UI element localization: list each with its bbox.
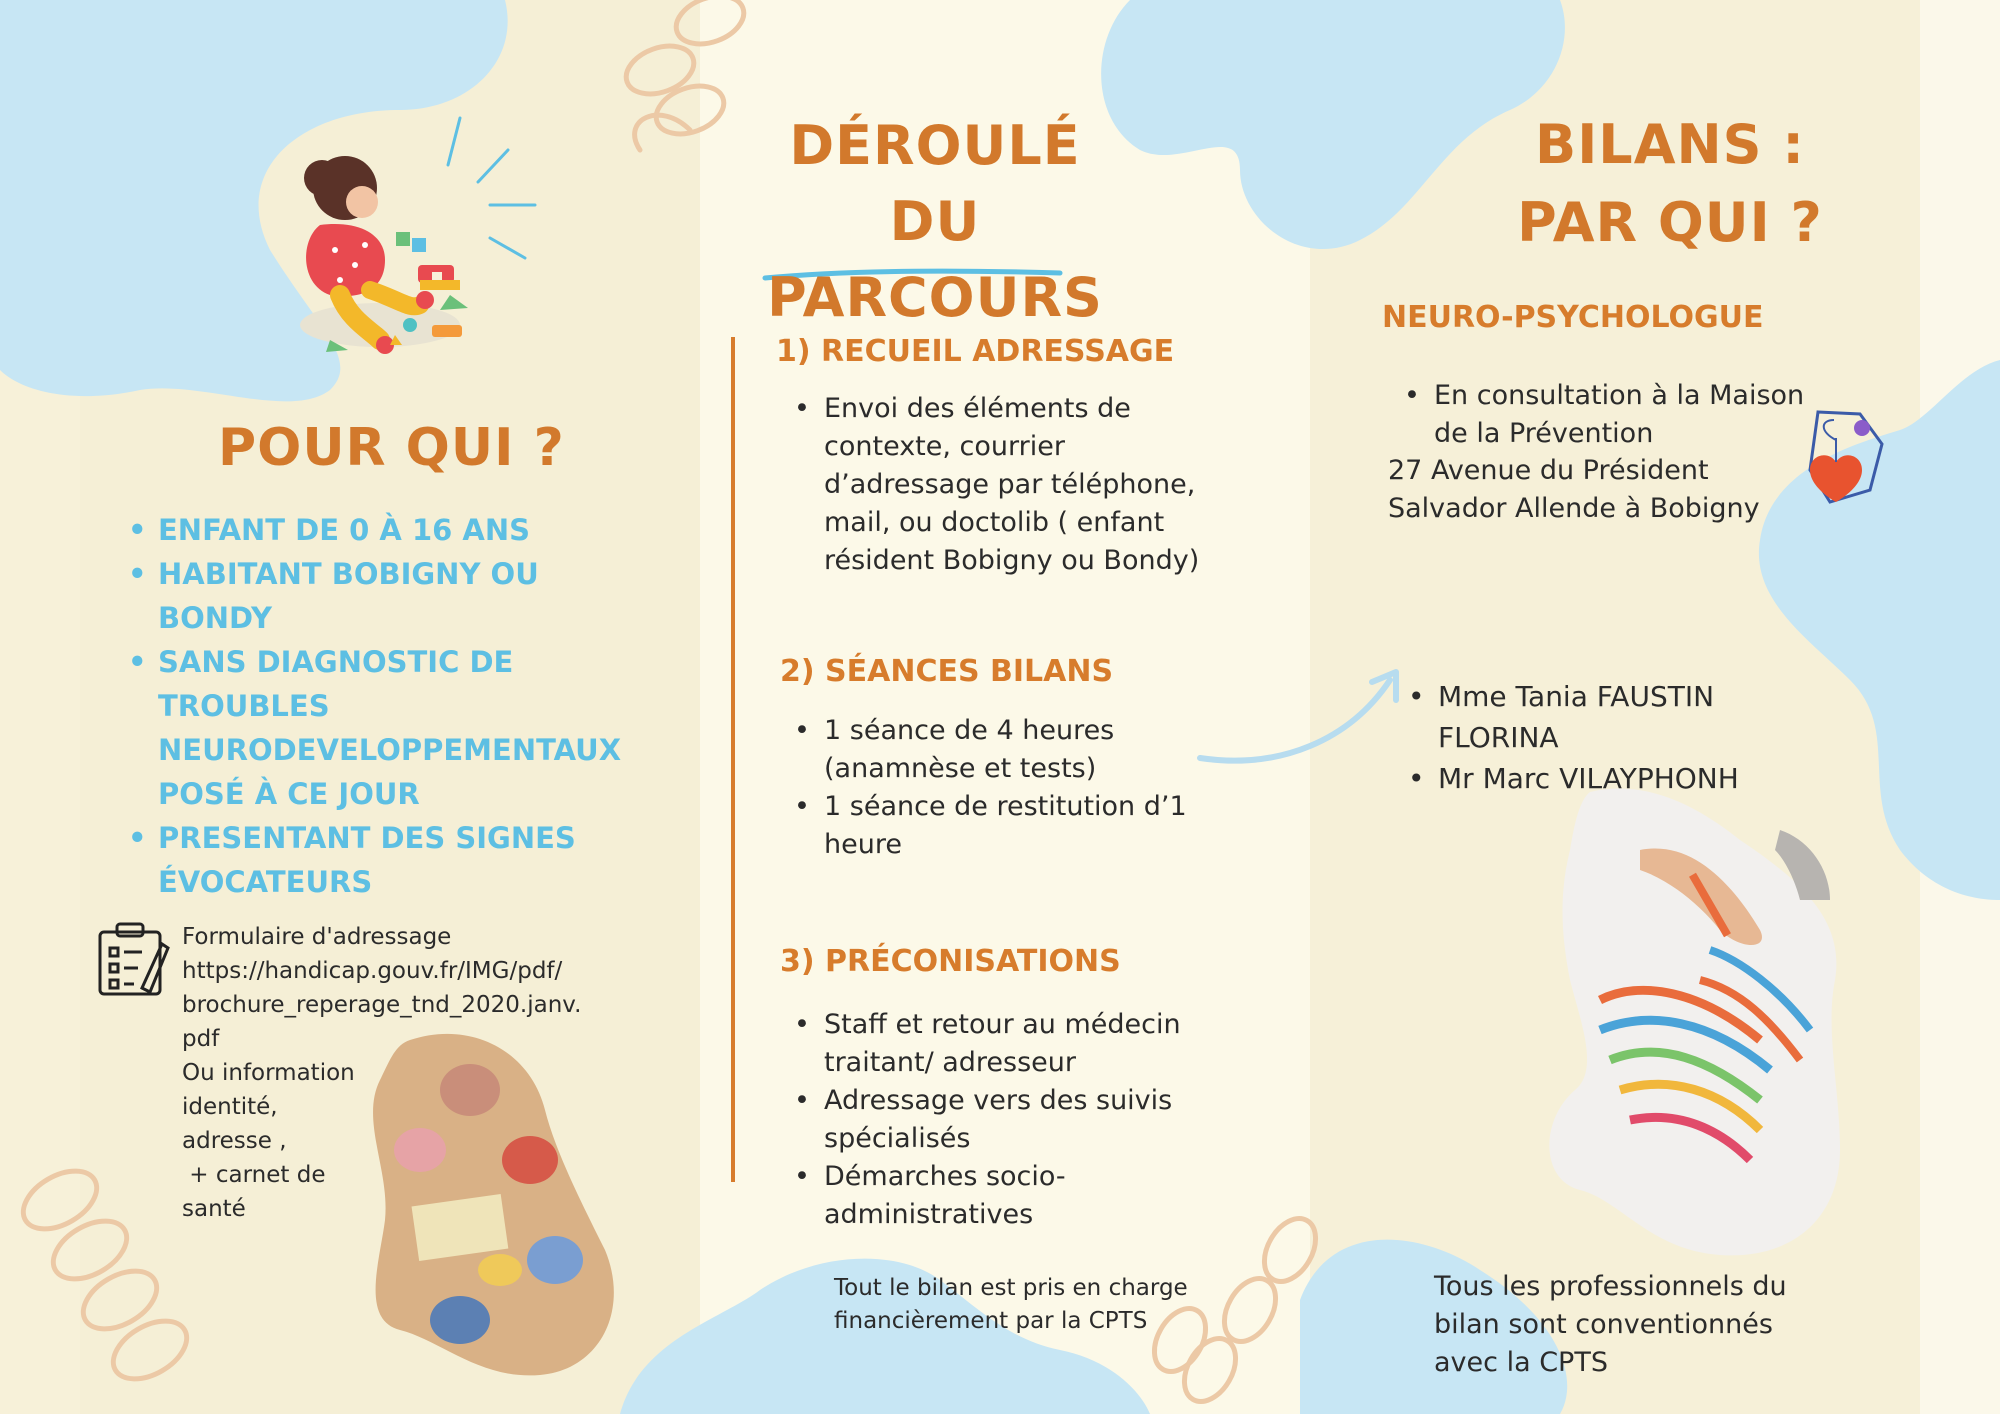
right-footer-line-2: bilan sont conventionnés bbox=[1434, 1309, 1773, 1340]
address-line-2: Salvador Allende à Bobigny bbox=[1388, 493, 1760, 524]
place-list bbox=[1400, 377, 1840, 453]
section-3-list bbox=[790, 1006, 1220, 1234]
info-line-2: identité, bbox=[182, 1094, 278, 1120]
place-item: • En consultation à la Maison de la Prévention bbox=[1400, 377, 1840, 453]
section-3-item: • Staff et retour au médecin traitant/ adresseur bbox=[790, 1006, 1220, 1082]
people-list bbox=[1404, 676, 1834, 799]
right-footer bbox=[1434, 1268, 1854, 1382]
criteria-item: • HABITANT BOBIGNY OU BONDY bbox=[128, 552, 648, 640]
section-2-list bbox=[790, 712, 1220, 864]
child-illustration bbox=[300, 118, 535, 354]
spiral-top bbox=[620, 0, 751, 150]
timeline-bar bbox=[731, 337, 735, 1182]
section-3-title: 3) PRÉCONISATIONS bbox=[780, 944, 1121, 979]
section-1-list bbox=[790, 390, 1230, 580]
address-line-1: 27 Avenue du Président bbox=[1388, 455, 1709, 486]
info-line-1: Ou information bbox=[182, 1060, 355, 1086]
section-3-item: • Démarches socio-administratives bbox=[790, 1158, 1220, 1234]
right-title bbox=[1500, 106, 1840, 262]
section-3-item: • Adressage vers des suivis spécialisés bbox=[790, 1082, 1220, 1158]
section-2-item: • 1 séance de 4 heures (anamnèse et tests) bbox=[790, 712, 1220, 788]
criteria-list bbox=[128, 508, 648, 904]
middle-title-line-2: PARCOURS bbox=[767, 266, 1103, 329]
form-block bbox=[182, 920, 652, 1226]
middle-footer-line-2: financièrement par la CPTS bbox=[834, 1308, 1148, 1334]
section-1-item: • Envoi des éléments de contexte, courrier d’adressage par téléphone, mail, ou doctolib ( enfant résident Bobigny ou Bondy) bbox=[790, 390, 1230, 580]
info-line-5: santé bbox=[182, 1196, 246, 1222]
spiral-bottom-left bbox=[13, 1159, 196, 1391]
criteria-item: • SANS DIAGNOSTIC DE TROUBLES NEURODEVELOPPEMENTAUX POSÉ À CE JOUR bbox=[128, 640, 648, 816]
blob-top-middle bbox=[1101, 0, 1565, 249]
right-footer-line-1: Tous les professionnels du bbox=[1434, 1271, 1787, 1302]
middle-title-line-1: DÉROULÉ DU bbox=[789, 114, 1081, 253]
info-line-3: adresse , bbox=[182, 1128, 287, 1154]
form-url-line-2[interactable]: brochure_reperage_tnd_2020.janv. bbox=[182, 992, 582, 1018]
address-block bbox=[1388, 452, 1808, 528]
form-url-line-1[interactable]: https://handicap.gouv.fr/IMG/pdf/ bbox=[182, 958, 563, 984]
role-title: NEURO-PSYCHOLOGUE bbox=[1382, 300, 1764, 335]
middle-title bbox=[745, 108, 1125, 336]
clipboard-icon bbox=[100, 924, 168, 994]
criteria-item: • PRESENTANT DES SIGNES ÉVOCATEURS bbox=[128, 816, 648, 904]
form-url-line-3[interactable]: pdf bbox=[182, 1026, 220, 1052]
section-2-title: 2) SÉANCES BILANS bbox=[780, 654, 1114, 689]
middle-footer bbox=[834, 1272, 1274, 1338]
right-footer-line-3: avec la CPTS bbox=[1434, 1347, 1608, 1378]
section-1-title: 1) RECUEIL ADRESSAGE bbox=[776, 334, 1175, 369]
right-title-line-1: BILANS : bbox=[1535, 113, 1805, 176]
person-item: • Mme Tania FAUSTIN FLORINA bbox=[1404, 676, 1834, 758]
photo-drawing bbox=[1549, 789, 1840, 1256]
criteria-item: • ENFANT DE 0 À 16 ANS bbox=[128, 508, 648, 552]
form-label: Formulaire d'adressage bbox=[182, 924, 452, 950]
arrow-icon bbox=[1200, 672, 1396, 761]
section-2-item: • 1 séance de restitution d’1 heure bbox=[790, 788, 1220, 864]
middle-footer-line-1: Tout le bilan est pris en charge bbox=[834, 1275, 1188, 1301]
info-line-4: + carnet de bbox=[182, 1162, 326, 1188]
left-title: POUR QUI ? bbox=[218, 418, 565, 478]
person-item: • Mr Marc VILAYPHONH bbox=[1404, 758, 1834, 799]
right-title-line-2: PAR QUI ? bbox=[1517, 191, 1823, 254]
